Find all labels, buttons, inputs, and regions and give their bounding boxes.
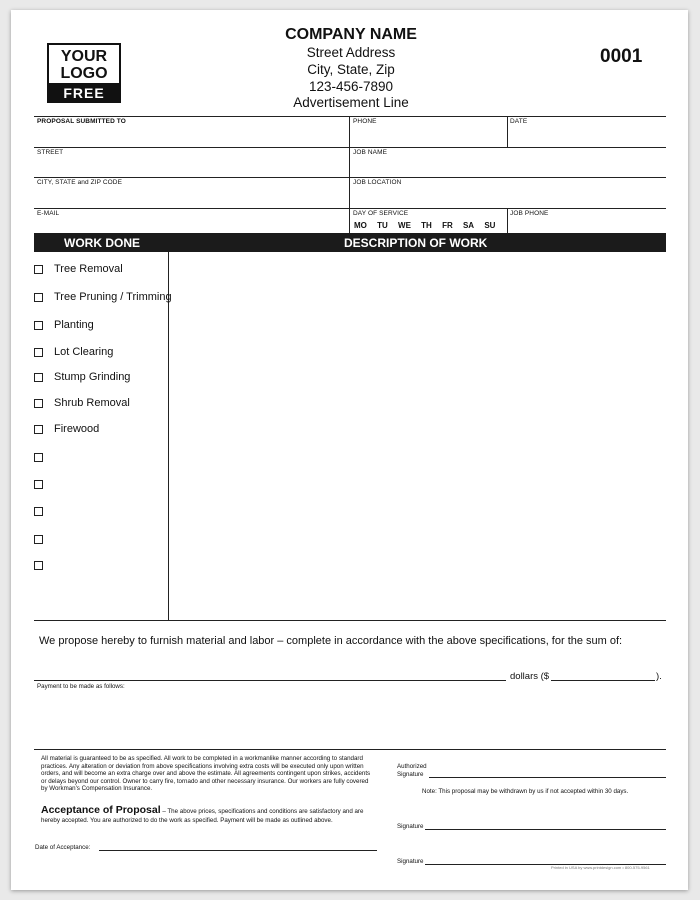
company-phone: 123-456-7890 <box>308 79 394 94</box>
checkbox[interactable] <box>34 480 43 489</box>
signature-line-1[interactable] <box>425 829 666 830</box>
dollars-close: ). <box>656 671 662 682</box>
date-of-acceptance-line[interactable] <box>99 850 377 851</box>
sum-line[interactable] <box>34 680 506 681</box>
authorized-signature-label: Signature <box>397 771 424 778</box>
street-field[interactable]: STREET <box>37 149 64 156</box>
phone-field[interactable]: PHONE <box>353 118 377 125</box>
logo-line-3: FREE <box>47 83 121 103</box>
acceptance-text: – The above prices, specifications and conditions are satisfactory and are hereby accepted. You are authorized to do the work as specified. Payment will be made as outlined above. <box>41 808 364 824</box>
form-sheet: YOUR LOGO FREE COMPANY NAME Street Address City, State, Zip 123-456-7890 Advertisement Line 0001 PROPOSAL SUBMITTED TO PHONE DATE STREET JOB NAME CITY, STATE and ZIP CODE JOB LOCATION E-MAIL DAY OF SERVICE JOB PHONE MO TU WE TH FR SA SU WORK DONE DESCRIPTION OF WORK Tree Removal Tree Pruning / Trimming Planting Lot Clearing Stump Grinding Shrub Removal Firewood We propose hereby to furnish material and labor – complete in accordance with the above specifications, for the sum of: dollars ($ ). Payment to be made as follows: All material is guaranteed to be as specified. All work to be completed in a workmanlike manner according to standard practices. Any alteration or deviation from above specifications involving extra costs will be executed only upon written orders, and will become an extra charge over and above the estimate. All agreements contingent upon strikes, accidents or delays beyond our control. Owner to carry fire, tornado and other necessary insurance. Our workers are fully covered by Workman's Compensation Insurance. Authorized Signature Note: This proposal may be withdrawn by us if not accepted within 30 days. Acceptance of Proposal – The above prices, specifications and conditions are satisfactory and are hereby accepted. You are authorized to do the work as specified. Payment will be made as outlined above. Signature Date of Acceptance: Signature Printed in USA by www.printdesign.com • 800-575-9561 <box>11 10 688 890</box>
checkbox[interactable] <box>34 265 43 274</box>
checkbox[interactable] <box>34 348 43 357</box>
authorized-label: Authorized <box>397 763 427 770</box>
day-tu[interactable]: TU <box>377 221 388 230</box>
company-ad-line: Advertisement Line <box>293 95 409 110</box>
checkbox[interactable] <box>34 293 43 302</box>
day-we[interactable]: WE <box>398 221 411 230</box>
checkbox[interactable] <box>34 373 43 382</box>
signature-label-1: Signature <box>397 823 424 830</box>
email-field[interactable]: E-MAIL <box>37 210 60 217</box>
date-field[interactable]: DATE <box>510 118 528 125</box>
logo <box>47 43 121 103</box>
dollars-amount-line[interactable] <box>551 680 655 681</box>
job-location-field[interactable]: JOB LOCATION <box>353 179 402 186</box>
field-line <box>34 147 666 148</box>
field-divider <box>507 116 508 147</box>
company-name: COMPANY NAME <box>285 26 417 43</box>
checkbox[interactable] <box>34 399 43 408</box>
field-divider <box>349 116 350 233</box>
guarantee-text: All material is guaranteed to be as specified. All work to be completed in a workmanlike manner according to standard practices. Any alteration or deviation from above specifications involving extra costs will be executed only upon written orders, and will become an extra charge over and above the estimate. All agreements contingent upon strikes, accidents or delays beyond our control. Owner to carry fire, tornado and other necessary insurance. Our workers are fully covered by Workman's Compensation Insurance. <box>41 755 371 792</box>
company-street: Street Address <box>306 45 396 60</box>
acceptance-block <box>41 806 371 825</box>
logo-line-1: YOUR <box>60 48 108 65</box>
checkbox[interactable] <box>34 453 43 462</box>
days-of-week <box>354 221 503 230</box>
day-su[interactable]: SU <box>484 221 496 230</box>
field-line <box>34 116 666 117</box>
printer-credit: Printed in USA by www.printdesign.com • 800-575-9561 <box>551 865 650 870</box>
logo-line-2: LOGO <box>60 65 108 82</box>
day-mo[interactable]: MO <box>354 221 367 230</box>
withdrawal-note: Note: This proposal may be withdrawn by us if not accepted within 30 days. <box>422 788 629 795</box>
checkbox[interactable] <box>34 425 43 434</box>
work-done-header: WORK DONE <box>64 236 140 250</box>
job-phone-field[interactable]: JOB PHONE <box>510 210 549 217</box>
document-number: 0001 <box>600 46 643 67</box>
job-name-field[interactable]: JOB NAME <box>353 149 388 156</box>
checkbox[interactable] <box>34 535 43 544</box>
day-fr[interactable]: FR <box>442 221 453 230</box>
date-of-acceptance-label: Date of Acceptance: <box>35 844 91 851</box>
field-line <box>34 208 666 209</box>
checkbox[interactable] <box>34 561 43 570</box>
payment-bottom-line <box>34 749 666 750</box>
day-sa[interactable]: SA <box>462 221 475 230</box>
company-city: City, State, Zip <box>307 62 395 77</box>
table-header-bar <box>34 233 666 252</box>
field-divider <box>507 208 508 233</box>
dollars-label: dollars ($ <box>510 671 550 682</box>
authorized-signature-line[interactable] <box>429 777 666 778</box>
signature-label-2: Signature <box>397 858 424 865</box>
day-of-service-field[interactable]: DAY OF SERVICE <box>353 210 409 217</box>
day-th[interactable]: TH <box>421 221 432 230</box>
checkbox[interactable] <box>34 507 43 516</box>
city-state-zip-field[interactable]: CITY, STATE and ZIP CODE <box>37 179 122 186</box>
description-header: DESCRIPTION OF WORK <box>344 236 488 250</box>
checkbox[interactable] <box>34 321 43 330</box>
propose-text: We propose hereby to furnish material and labor – complete in accordance with the above specifications, for the sum of: <box>39 635 623 647</box>
table-bottom-line <box>34 620 666 621</box>
table-column-divider <box>168 252 169 620</box>
field-line <box>34 177 666 178</box>
payment-label: Payment to be made as follows: <box>37 683 125 690</box>
acceptance-heading: Acceptance of Proposal <box>41 804 161 816</box>
proposal-submitted-to-field[interactable]: PROPOSAL SUBMITTED TO <box>37 118 126 125</box>
